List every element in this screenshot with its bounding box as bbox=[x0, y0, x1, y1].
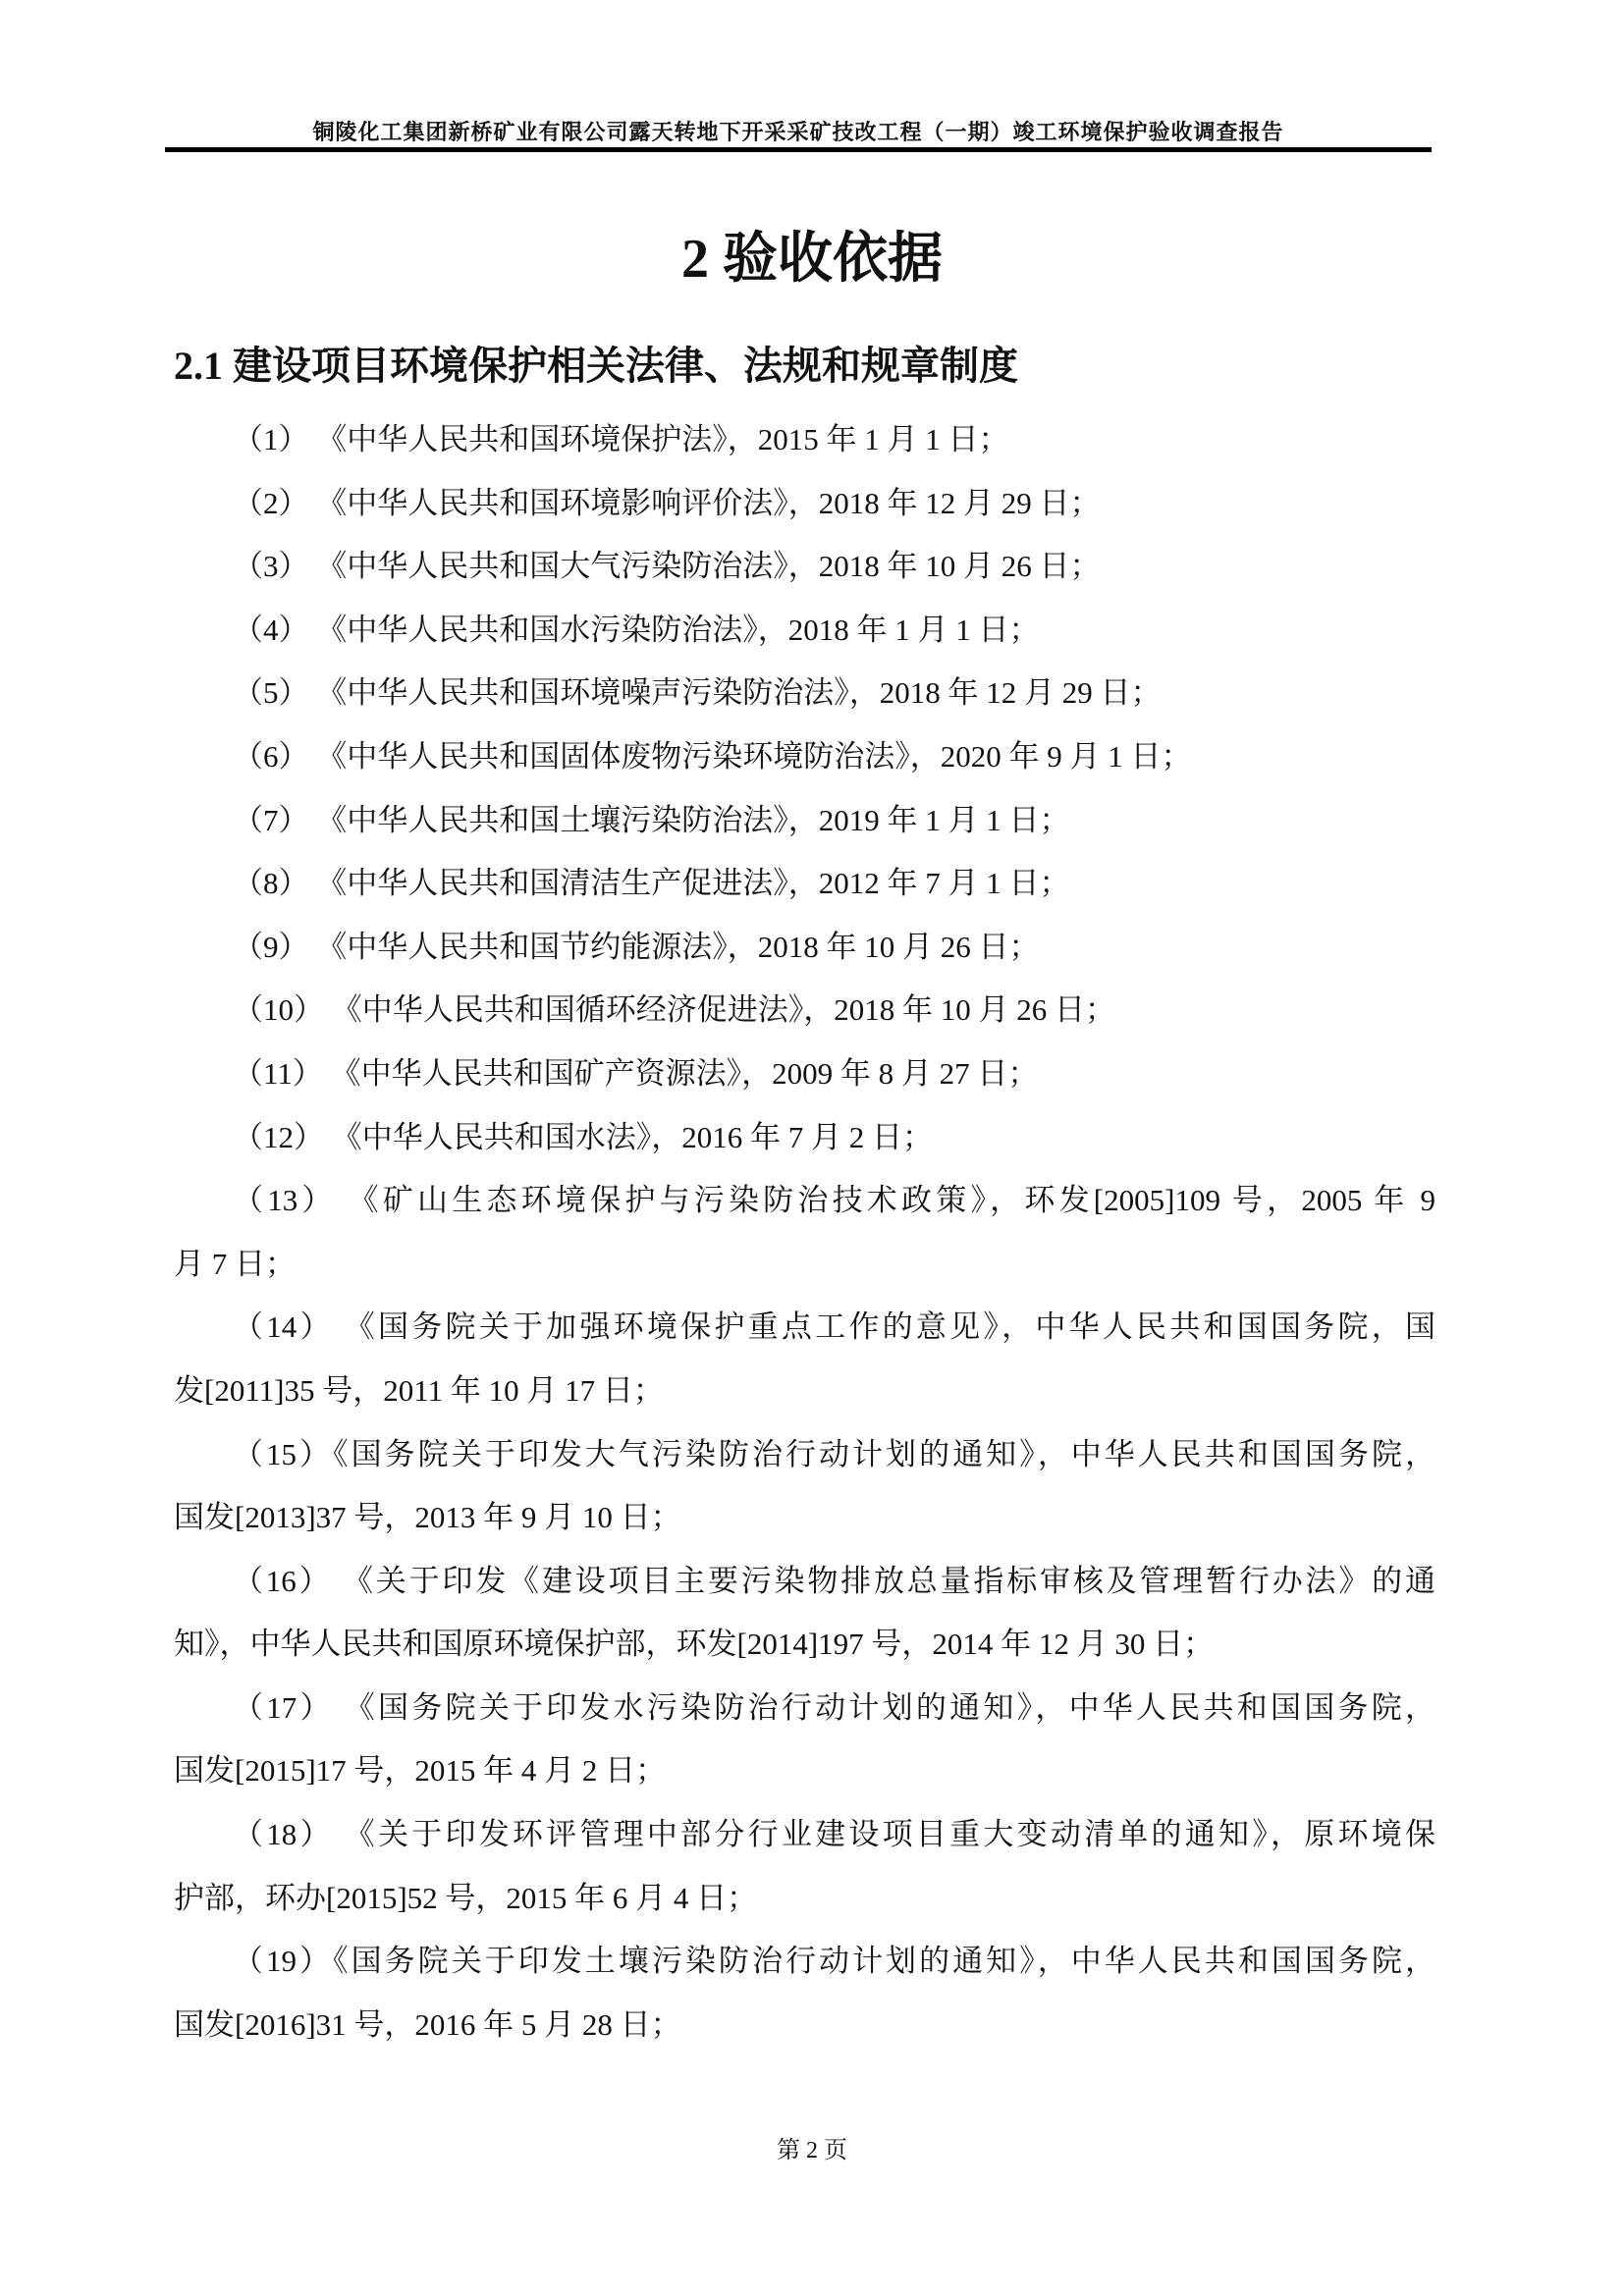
section-heading: 2.1 建设项目环境保护相关法律、法规和规章制度 bbox=[174, 344, 1018, 388]
ref-item-16 bbox=[174, 1550, 1435, 1677]
ref-item-11 bbox=[174, 1042, 1435, 1106]
ref-line: （19）《国务院关于印发土壤污染防治行动计划的通知》，中华人民共和国国务院， bbox=[233, 1944, 1435, 1979]
ref-line: 国发[2015]17 号，2015 年 4 月 2 日； bbox=[174, 1753, 667, 1789]
ref-line: （2） 《中华人民共和国环境影响评价法》，2018 年 12 月 29 日； bbox=[233, 485, 1101, 520]
ref-line: 国发[2016]31 号，2016 年 5 月 28 日； bbox=[174, 2006, 681, 2042]
ref-item-7 bbox=[174, 789, 1435, 853]
ref-item-9 bbox=[174, 916, 1435, 980]
ref-line: （11） 《中华人民共和国矿产资源法》，2009 年 8 月 27 日； bbox=[233, 1055, 1039, 1091]
ref-item-10 bbox=[174, 979, 1435, 1042]
ref-item-15 bbox=[174, 1423, 1435, 1550]
ref-item-14 bbox=[174, 1296, 1435, 1422]
ref-item-19 bbox=[174, 1930, 1435, 2056]
ref-line: （1） 《中华人民共和国环境保护法》，2015 年 1 月 1 日； bbox=[233, 422, 1009, 456]
ref-item-2 bbox=[174, 472, 1435, 536]
chapter-title: 2 验收依据 bbox=[681, 229, 943, 290]
ref-item-12 bbox=[174, 1106, 1435, 1170]
ref-line: （16） 《关于印发《建设项目主要污染物排放总量指标审核及管理暂行办法》的通 bbox=[233, 1563, 1435, 1598]
ref-item-17 bbox=[174, 1677, 1435, 1803]
ref-item-1 bbox=[174, 408, 1435, 472]
ref-line: （6） 《中华人民共和国固体废物污染环境防治法》，2020 年 9 月 1 日； bbox=[233, 738, 1192, 774]
ref-line: 护部，环办[2015]52 号，2015 年 6 月 4 日； bbox=[174, 1880, 758, 1915]
ref-item-13 bbox=[174, 1169, 1435, 1296]
ref-item-3 bbox=[174, 535, 1435, 599]
ref-line: （10） 《中华人民共和国循环经济促进法》，2018 年 10 月 26 日； bbox=[233, 992, 1115, 1028]
ref-line: （17） 《国务院关于印发水污染防治行动计划的通知》，中华人民共和国国务院， bbox=[233, 1689, 1435, 1725]
ref-line: 发[2011]35 号，2011 年 10 月 17 日； bbox=[174, 1372, 664, 1408]
ref-line: （14） 《国务院关于加强环境保护重点工作的意见》，中华人民共和国国务院，国 bbox=[233, 1309, 1435, 1345]
ref-line: 月 7 日； bbox=[174, 1246, 296, 1281]
page-header-text: 铜陵化工集团新桥矿业有限公司露天转地下开采采矿技改工程（一期）竣工环境保护验收调查报告 bbox=[312, 120, 1284, 144]
ref-line: （4） 《中华人民共和国水污染防治法》，2018 年 1 月 1 日； bbox=[233, 612, 1040, 647]
ref-line: （12） 《中华人民共和国水法》，2016 年 7 月 2 日； bbox=[233, 1119, 933, 1154]
ref-line: （15）《国务院关于印发大气污染防治行动计划的通知》，中华人民共和国国务院， bbox=[233, 1436, 1435, 1471]
ref-item-4 bbox=[174, 599, 1435, 663]
ref-line: （5） 《中华人民共和国环境噪声污染防治法》，2018 年 12 月 29 日； bbox=[233, 675, 1162, 711]
ref-line: 国发[2013]37 号，2013 年 9 月 10 日； bbox=[174, 1500, 681, 1535]
ref-line: （13） 《矿山生态环境保护与污染防治技术政策》，环发[2005]109 号，2005 年 9 bbox=[233, 1183, 1435, 1218]
ref-line: （7） 《中华人民共和国土壤污染防治法》，2019 年 1 月 1 日； bbox=[233, 802, 1070, 837]
ref-line: （3） 《中华人民共和国大气污染防治法》，2018 年 10 月 26 日； bbox=[233, 549, 1101, 584]
ref-item-5 bbox=[174, 662, 1435, 725]
header-rule bbox=[165, 147, 1432, 152]
ref-line: （8） 《中华人民共和国清洁生产促进法》，2012 年 7 月 1 日； bbox=[233, 866, 1070, 901]
ref-item-18 bbox=[174, 1803, 1435, 1930]
ref-item-6 bbox=[174, 725, 1435, 789]
page-number: 第 2 页 bbox=[777, 2138, 847, 2163]
ref-line: （18） 《关于印发环评管理中部分行业建设项目重大变动清单的通知》，原环境保 bbox=[233, 1817, 1435, 1852]
ref-line: （9） 《中华人民共和国节约能源法》，2018 年 10 月 26 日； bbox=[233, 929, 1040, 964]
ref-line: 知》，中华人民共和国原环境保护部，环发[2014]197 号，2014 年 12 月 30 日； bbox=[174, 1627, 1215, 1662]
legal-references-list bbox=[174, 408, 1435, 2056]
ref-item-8 bbox=[174, 852, 1435, 916]
